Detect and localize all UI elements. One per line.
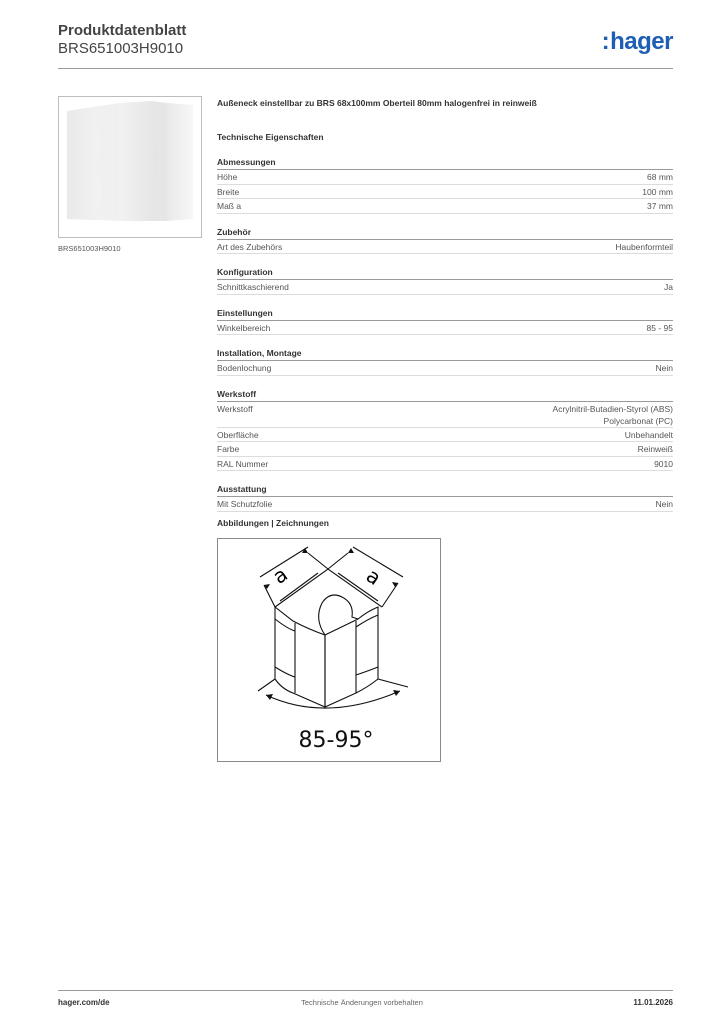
dimension-label-a-left: a xyxy=(268,561,292,589)
product-photo-icon xyxy=(59,97,201,237)
property-group xyxy=(217,483,673,512)
property-label: Maß a xyxy=(217,201,242,211)
property-value xyxy=(647,200,673,213)
property-row xyxy=(217,402,673,428)
property-value xyxy=(656,362,673,375)
technical-properties-heading: Technische Eigenschaften xyxy=(217,132,324,142)
property-value xyxy=(642,186,673,199)
property-value-line: Haubenformteil xyxy=(615,241,673,252)
property-label: Mit Schutzfolie xyxy=(217,499,273,509)
logo-text: hager xyxy=(610,28,673,55)
property-row xyxy=(217,199,673,214)
property-row xyxy=(217,442,673,457)
property-value-line: Ja xyxy=(664,282,673,292)
footer-notice: Technische Änderungen vorbehalten xyxy=(301,998,423,1007)
header-divider xyxy=(58,68,673,69)
property-label: Höhe xyxy=(217,172,238,182)
property-row xyxy=(217,240,673,255)
property-value-line: 37 mm xyxy=(647,201,673,211)
dimension-label-a-right: a xyxy=(361,563,386,590)
corner-drawing-icon xyxy=(218,539,440,761)
property-value xyxy=(615,241,673,254)
property-value xyxy=(647,322,673,335)
footer-date: 11.01.2026 xyxy=(633,998,673,1007)
property-value-line: Nein xyxy=(655,363,673,373)
property-value-line: Unbehandelt xyxy=(624,429,673,440)
property-groups xyxy=(217,156,673,512)
property-row xyxy=(217,170,673,185)
property-label: RAL Nummer xyxy=(217,458,269,469)
property-value-line: 9010 xyxy=(654,458,673,469)
property-group-title: Ausstattung xyxy=(217,483,673,497)
logo-mark-icon: : xyxy=(601,28,610,55)
property-row xyxy=(217,185,673,200)
property-group xyxy=(217,347,673,376)
property-value-line: 85 - 95 xyxy=(646,322,673,333)
property-group-title: Werkstoff xyxy=(217,388,673,402)
property-group-title: Konfiguration xyxy=(217,266,673,280)
article-number: BRS651003H9010 xyxy=(58,40,184,57)
property-label: Farbe xyxy=(217,444,240,454)
property-group-title: Abmessungen xyxy=(217,156,673,170)
property-label: Werkstoff xyxy=(217,403,253,414)
page-header xyxy=(58,22,673,70)
property-label: Breite xyxy=(217,186,240,197)
property-value xyxy=(647,171,673,184)
property-label: Schnittkaschierend xyxy=(217,282,289,292)
property-value-line: Polycarbonat (PC) xyxy=(603,415,673,426)
drawings-heading: Abbildungen | Zeichnungen xyxy=(217,518,329,528)
property-label: Oberfläche xyxy=(217,429,259,440)
footer-website-link[interactable]: hager.com/de xyxy=(58,998,110,1007)
technical-drawing xyxy=(217,538,441,762)
property-value-line: 68 mm xyxy=(647,172,673,182)
property-label: Bodenlochung xyxy=(217,363,272,373)
property-group xyxy=(217,388,673,472)
property-row xyxy=(217,361,673,376)
property-value-line: Reinweiß xyxy=(637,444,673,454)
image-caption: BRS651003H9010 xyxy=(58,244,121,253)
property-group xyxy=(217,266,673,295)
property-label: Art des Zubehörs xyxy=(217,241,283,252)
property-value xyxy=(654,458,673,471)
property-row xyxy=(217,428,673,443)
property-value xyxy=(664,281,673,294)
property-value-line: Nein xyxy=(655,499,673,509)
property-value-line: 100 mm xyxy=(642,186,673,197)
property-row xyxy=(217,457,673,472)
property-label: Winkelbereich xyxy=(217,322,271,333)
property-group-title: Einstellungen xyxy=(217,307,673,321)
property-group-title: Zubehör xyxy=(217,226,673,240)
page-title: Produktdatenblatt xyxy=(58,22,187,39)
property-row xyxy=(217,321,673,336)
property-group xyxy=(217,307,673,336)
property-value xyxy=(553,403,673,427)
property-group xyxy=(217,226,673,255)
property-value xyxy=(638,443,673,456)
angle-label: 85-95° xyxy=(298,728,374,753)
property-group xyxy=(217,156,673,214)
hager-logo xyxy=(602,28,673,56)
footer-divider xyxy=(58,990,673,991)
product-image xyxy=(58,96,202,238)
property-value xyxy=(656,498,673,511)
product-description: Außeneck einstellbar zu BRS 68x100mm Oberteil 80mm halogenfrei in reinweiß xyxy=(217,98,537,108)
property-row xyxy=(217,280,673,295)
product-content xyxy=(217,96,673,512)
property-row xyxy=(217,497,673,512)
property-value xyxy=(625,429,673,442)
property-value-line: Acrylnitril-Butadien-Styrol (ABS) xyxy=(552,403,673,414)
property-group-title: Installation, Montage xyxy=(217,347,673,361)
